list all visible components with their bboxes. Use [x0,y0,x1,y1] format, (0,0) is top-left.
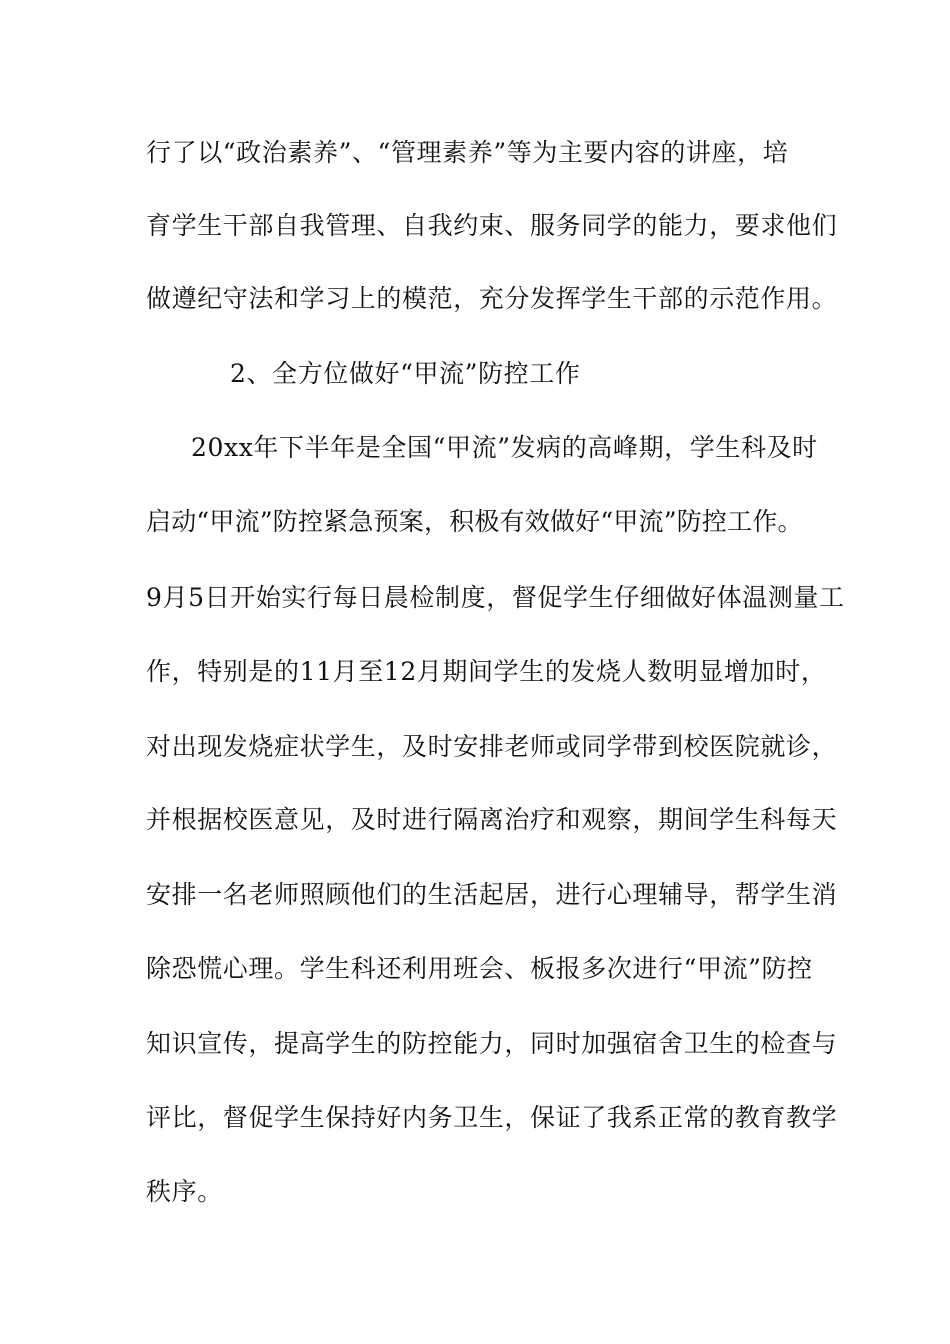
paragraph-line: 评比，督促学生保持好内务卫生，保证了我系正常的教育教学 [146,1103,838,1132]
paragraph-line: 并根据校医意见，及时进行隔离治疗和观察，期间学生科每天 [146,805,838,834]
paragraph-line: 育学生干部自我管理、自我约束、服务同学的能力，要求他们 [146,211,838,240]
paragraph-line: 知识宣传，提高学生的防控能力，同时加强宿舍卫生的检查与 [146,1029,838,1058]
paragraph-line: 除恐慌心理。学生科还利用班会、板报多次进行“甲流”防控 [146,954,813,983]
paragraph-line: 启动“甲流”防控紧急预案，积极有效做好“甲流”防控工作。 [146,507,803,536]
paragraph-line: 安排一名老师照顾他们的生活起居，进行心理辅导，帮学生消 [146,880,838,909]
paragraph-line: 对出现发烧症状学生，及时安排老师或同学带到校医院就诊， [146,732,838,761]
paragraph-line: 9月5日开始实行每日晨检制度，督促学生仔细做好体温测量工 [146,583,845,612]
paragraph-line: 20xx年下半年是全国“甲流”发病的高峰期，学生科及时 [191,433,818,462]
paragraph-line: 作，特别是的11月至12月期间学生的发烧人数明显增加时， [146,657,827,686]
section-heading: 2、全方位做好“甲流”防控工作 [230,359,581,388]
paragraph-line: 做遵纪守法和学习上的模范，充分发挥学生干部的示范作用。 [146,284,838,313]
paragraph-line: 秩序。 [146,1177,223,1206]
paragraph-line: 行了以“政治素养”、“管理素养”等为主要内容的讲座，培 [146,138,789,167]
